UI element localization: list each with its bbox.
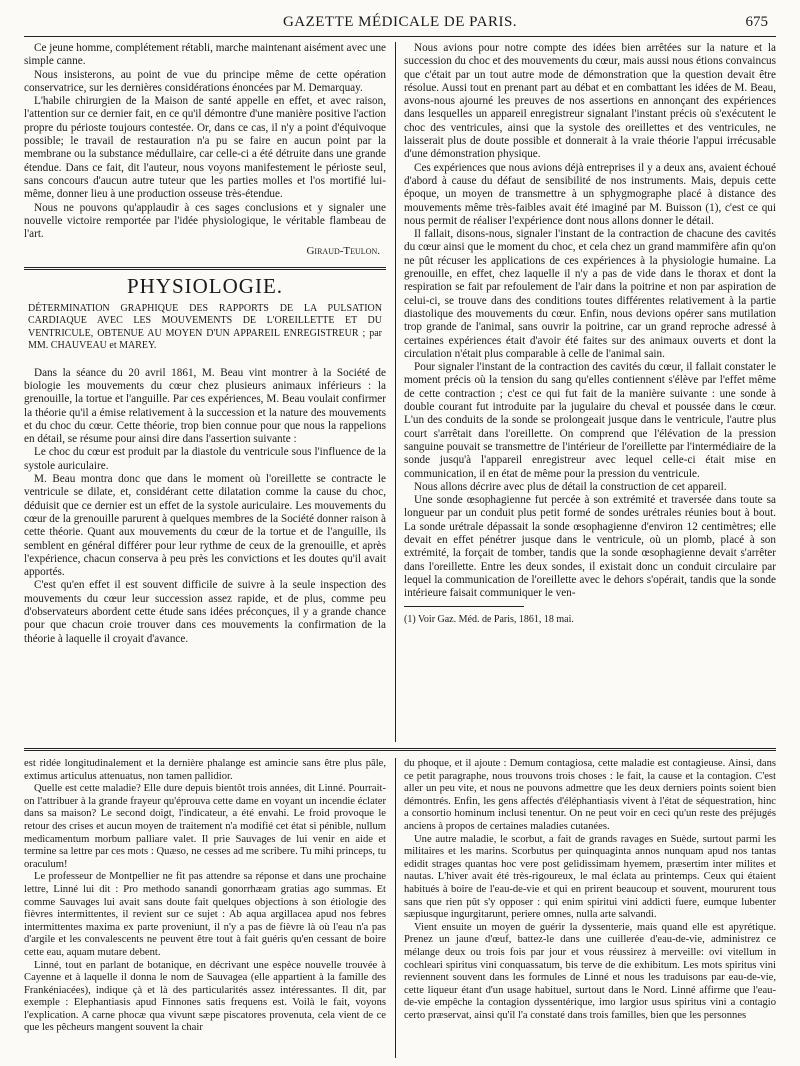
paragraph: Nous ne pouvons qu'applaudir à ces sages conclusions et y signaler une nouvelle victoire remportée par l'idée physiologique, le véritable flambeau de l'art. <box>24 201 386 241</box>
paragraph: Vient ensuite un moyen de guérir la dyssenterie, mais quand elle est apyrétique. Prenez un jaune d'œuf, battez-le dans une cuillerée d'eau-de-vie, administrez ce mélange deux ou trois fois par jour et vous réussirez à merveille: ovi vitellum in cochleari spiritus vini conquassatum, bis terve de die exhibitum. Les mots spiritus vini reviennent souvent dans les formules de Linné et nous les traduisons par eau-de-vie, cette liqueur étant d'un usage habituel, surtout dans le Nord. Linné affirme que l'eau-de-vie empêche la contagion dyssentérique, imo largior usus spiritus vini a contagio certo præservat, ainsi qu'il l'a constaté dans trois familles, bien que les personnes <box>404 921 776 1021</box>
paragraph: Nous avions pour notre compte des idées bien arrêtées sur la nature et la succession du choc et des mouvements du cœur, mais aussi nous étions convaincus que c'était par un tout autre mode de démonstration que la question devait être résolue. Aussi tout en prenant part au débat et en combattant les idées de M. Beau, avons-nous ajourné les preuves de nos assertions en annonçant des expériences dans lesquelles un appareil enregistreur signalant l'instant précis où s'exécutent le choc des ventricules, ainsi que la systole des oreillettes et des ventricules, ne laisserait plus de doute possible et donnerait à la vraie théorie l'appui irrécusable d'une démonstration physique. <box>404 42 776 161</box>
footnote-rule <box>404 606 524 607</box>
paragraph: Une sonde œsophagienne fut percée à son extrémité et traversée dans toute sa longueur par un conduit plus petit formé de sondes urétrales réunies bout à bout. La sonde urétrale dépassait la sonde œsophagienne d'environ 12 centimètres; elle devait en effet pénétrer jusque dans le ventricule, où un plomb, placé à son extrémité, la forçait de tomber, tandis que la sonde œsophagienne devait s'arrêter dans l'oreillette. Entre les deux sondes, il existait donc un conduit circulaire par lequel la communication de l'oreillette avec le dehors s'opérait, tandis que la sonde intérieure faisait communiquer le ven- <box>404 494 776 600</box>
paragraph: C'est qu'en effet il est souvent difficile de suivre à la seule inspection des mouvements du cœur leur succession assez rapide, et de plus, comme peu d'observateurs abordent cette étude sans idées préconçues, il y a grande chance pour que chacun croie trouver dans ces mouvements la confirmation de la théorie à laquelle il croyait d'avance. <box>24 579 386 645</box>
signature: Giraud-Teulon. <box>306 245 380 258</box>
paragraph: Une autre maladie, le scorbut, a fait de grands ravages en Suède, surtout parmi les militaires et les marins. Scorbutus per quinquaginta annos nunquam apud nos tantas edidit strages quantas hoc vere post gelidissimam hyemem, præsertim inter milites et nautas. L'hiver avait été très-rigoureux, le mal éclata au printemps. Ceux qui étaient habitués à boire de l'eau-de-vie et qui en prirent beaucoup et souvent, moururent tous sans que rien pût s'y opposer : qui enim spiritui vini addicti fuere, eumque lubenter sæpiusque ingurgitarunt, periere omnes, nulla arte salvandi. <box>404 833 776 921</box>
column-divider <box>395 42 396 742</box>
section-divider <box>24 267 386 270</box>
paragraph: Le professeur de Montpellier ne fit pas attendre sa réponse et dans une prochaine lettre, Linné lui dit : Pro methodo sanandi gonorrhæam gratias ago summas. Et comme Sauvages lui avait sans doute fait quelques objections à son étiologie des fièvres intermittentes, il revient sur ce sujet : Ab aqua argillacea apud nos febres intermittentes maxima ex parte proveniunt, il n'y a pas de fièvre là où l'eau n'a pas d'argile et les convalescents ne peuvent être tout à fait guéris qu'en cessant de boire cette eau, aquam mutare debent. <box>24 871 386 958</box>
upper-left-column <box>24 42 386 646</box>
upper-right-column <box>404 42 776 627</box>
paragraph: Pour signaler l'instant de la contraction des cavités du cœur, il fallait constater le moment précis où la tension du sang qu'elles contiennent s'élève par l'effet même de cette contraction ; c'est ce qui fut fait de la manière suivante : une sonde à double courant fut introduite par la jugulaire du cheval et poussée dans le cœur. L'un des conduits de la sonde se prolongeait jusque dans le ventricule, l'autre plus court s'arrêtait dans l'oreillette. On comprend que l'élévation de la pression sanguine pouvait se transmettre de l'intérieur de l'oreillette par l'intermédiaire de la sonde jusqu'à l'appareil enregistreur avec lequel celle-ci était mise en communication, il en état de même pour la pression du ventricule. <box>404 361 776 480</box>
paragraph: Ces expériences que nous avions déjà entreprises il y a deux ans, avaient échoué d'abord à cause du défaut de sensibilité de nos instruments. Mais, depuis cette époque, un moyen de transmettre à un sphygmographe placé à distance des mouvements même très-faibles avait été imaginé par M. Buisson (1), c'est ce qui nous permit de réaliser l'expérience dont nous allons donner le détail. <box>404 161 776 227</box>
paragraph: Ce jeune homme, complétement rétabli, marche maintenant aisément avec une simple canne. <box>24 42 386 68</box>
journal-title: GAZETTE MÉDICALE DE PARIS. <box>282 14 518 30</box>
section-break <box>24 748 776 751</box>
section-title: PHYSIOLOGIE. <box>126 273 284 298</box>
paragraph: Le choc du cœur est produit par la diastole du ventricule sous l'influence de la systole auriculaire. <box>24 446 386 472</box>
paragraph: Nous allons décrire avec plus de détail la construction de cet appareil. <box>414 480 727 493</box>
header-rule <box>24 36 776 37</box>
paragraph: Linné, tout en parlant de botanique, en décrivant une espèce nouvelle trouvée à Cayenne et à laquelle il donna le nom de Sauvagea (elle appartient à la famille des Frankéniacées), indique çà et là des particularités assez intéressantes. Il dit, par exemple : Elephantiasis apud Finnones satis frequens est. Voilà le fait, voyons l'explication. A carne phocæ qua vivunt sæpe piscatores provenuta, cela vient de ce que les pêcheurs mangent souvent la chair <box>24 959 386 1034</box>
paragraph: Nous insisterons, au point de vue du principe même de cette opération conservatrice, sur les dernières considérations énoncées par M. Demarquay. <box>24 68 386 94</box>
lower-right-column <box>404 758 776 1022</box>
paragraph: est ridée longitudinalement et la dernière phalange est amincie sans être plus pâle, extimus articulus attenuatus, non tamen pallidior. <box>24 758 386 782</box>
article-subtitle: DÉTERMINATION GRAPHIQUE DES RAPPORTS DE LA PULSATION CARDIAQUE AVEC LES MOUVEMENTS DE L'OREILLETTE ET DU VENTRICULE, OBTENUE AU MOYEN D'UN APPAREIL ENREGISTREUR ; par MM. CHAUVEAU et MAREY. <box>28 303 382 352</box>
page-header <box>24 8 776 34</box>
paragraph: Il fallait, disons-nous, signaler l'instant de la contraction de chacune des cavités du cœur ainsi que le moment du choc, et cela chez un grand mammifère afin qu'on ne pût récuser les applications de ces expériences à la physiologie humaine. La grenouille, en effet, chez laquelle il n'y a pas de vide dans le thorax et dont la respiration se fait par refoulement de l'air dans la poitrine et non par aspiration de celui-ci, se trouve dans des conditions toutes différentes relativement à la partie diastolique des mouvements du cœur. Enfin, nous devions opérer sans mutilation trop grande de l'animal, sans ouvrir la poitrine, car un grand reproche adressé à certaines expériences était d'avoir été faites sur des animaux ouverts et dont la circulation n'était plus comparable à celle de l'animal sain. <box>404 228 776 360</box>
paragraph: Quelle est cette maladie? Elle dure depuis bientôt trois années, dit Linné. Pourrait-on l'attribuer à la grande frayeur qu'éprouva cette dame en voyant un incendie éclater dans sa maison? Le second doigt, l'indicateur, a été envahi. Le froid provoque le retour des crises et aucun moyen de traitement n'a modifié cet état si pénible, nullum medicamentum morbum palliare valet. Il prie Sauvages de lui venir en aide et termine sa lettre par ces mots : Quæso, ne cesses ad me scribere. Tu mihi princeps, tu oraculum! <box>24 783 386 870</box>
column-divider-lower <box>395 758 396 1058</box>
lower-left-column <box>24 758 386 1035</box>
paragraph: L'habile chirurgien de la Maison de santé appelle en effet, et avec raison, l'attention sur ce dernier fait, en ce qu'il démontre d'une manière positive l'action propre du périoste toujours contestée. Or, dans ce cas, il n'y a point d'équivoque possible; le travail de restauration n'a pu se faire en aucun point par la membrane ou la substance médullaire, car celle-ci a été détruite dans une grande étendue. Dans ce fait, dit l'auteur, nous voyons manifestement le périoste seul, sans concours d'aucun autre tuteur que les parties molles et l'os mortifié lui-même, donner lieu à une production osseuse très-étendue. <box>24 95 386 201</box>
page-number: 675 <box>745 14 768 30</box>
footnote: (1) Voir Gaz. Méd. de Paris, 1861, 18 mai. <box>404 614 574 626</box>
paragraph: du phoque, et il ajoute : Demum contagiosa, cette maladie est contagieuse. Ainsi, dans ce petit paragraphe, nous trouvons trois choses : le fait, la cause et la contagion. C'est aller un peu vite, et nous ne pouvons admettre que les deux derniers points soient bien démontrés. Enfin, les gens affectés d'éléphantiasis vivent à l'état de séquestration, hinc a consortio hominum inclusi tenentur. On ne peut voir en ceci qu'un reste des préjugés anciens à propos de certaines maladies cutanées. <box>404 758 776 832</box>
paragraph: M. Beau montra donc que dans le moment où l'oreillette se contracte le ventricule se dilate, et, considérant cette dilatation comme la cause du choc, déduisit que ce dernier est un effet de la systole auriculaire. Les mouvements du cœur de la grenouille parurent à quelques membres de la Société donner raison à cette théorie. Quant aux mouvements du cœur de la tortue et de l'anguille, ils semblent en général différer pour leur rythme de ceux de la grenouille, et après l'expérience, chacun conserva à peu près les convictions et les doutes qu'il avait apportés. <box>24 473 386 579</box>
paragraph: Dans la séance du 20 avril 1861, M. Beau vint montrer à la Société de biologie les mouvements du cœur chez plusieurs animaux inférieurs : la grenouille, la tortue et l'anguille. Par ces expériences, M. Beau voulait confirmer la théorie qu'il a émise relativement à la succession et la nature des mouvements et du choc du cœur. Cette théorie, trop bien connue pour que nous la rappelions en détail, se résume pour ainsi dire dans l'assertion suivante : <box>24 366 386 446</box>
